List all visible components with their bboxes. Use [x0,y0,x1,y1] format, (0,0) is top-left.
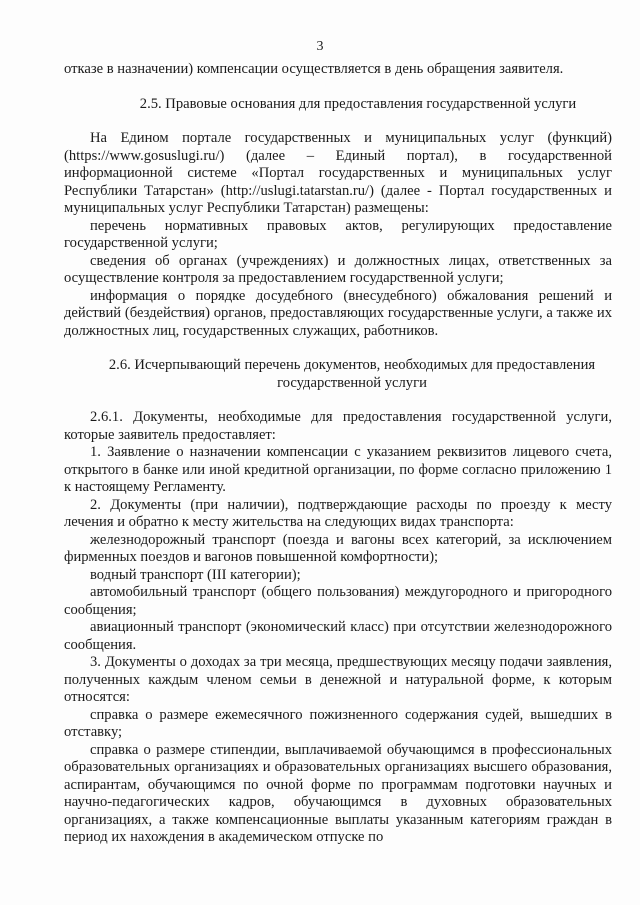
paragraph-continuation: отказе в назначении) компенсации осуществляется в день обращения заявителя. [64,61,564,77]
section-heading-2-6-line1: 2.6. Исчерпывающий перечень документов, необходимых для предоставления [108,357,596,373]
paragraph-judges-pension: справка о размере ежемесячного пожизненного содержания судей, вышедших в отставку; [64,706,612,740]
paragraph-item-1: 1. Заявление о назначении компенсации с указанием реквизитов лицевого счета, открытого в банке или иной кредитной организации, по форме согласно приложению 1 к настоящему Регламенту. [64,444,612,495]
paragraph-rail-transport: железнодорожный транспорт (поезда и вагоны всех категорий, за исключением фирменных поездов и вагонов повышенной комфортности); [64,531,612,565]
paragraph-stipend: справка о размере стипендии, выплачиваемой обучающимся в профессиональных образовательных организациях и образовательных организациях высшего образования, аспирантам, обучающимся по очной форме по программам подготовки научных и научно-педагогических кадров, обучающимся в духовных образовательных организациях, а также компенсационные выплаты указанным категориям граждан в период их нахождения в академическом отпуске по [64,741,612,845]
paragraph-air-transport: авиационный транспорт (экономический класс) при отсутствии железнодорожного сообщения. [64,619,612,653]
paragraph-2-6-1: 2.6.1. Документы, необходимые для предоставления государственной услуги, которые заявитель предоставляет: [64,409,612,443]
paragraph-portal-info: На Едином портале государственных и муниципальных услуг (функций) (https://www.gosuslugi.ru/) (далее – Единый портал), в государственной информационной системе «Портал государственных и муниципальных услуг Республики Татарстан» (http://uslugi.tatarstan.ru/) (далее - Портал государственных и муниципальных услуг Республики Татарстан) размещены: [64,130,612,216]
paragraph-auto-transport: автомобильный транспорт (общего пользования) междугородного и пригородного сообщения; [64,584,612,618]
paragraph-item-3: 3. Документы о доходах за три месяца, предшествующих месяцу подачи заявления, полученных каждым членом семьи в денежной и натуральной форме, к которым относятся: [64,654,612,705]
section-heading-2-6-line2: государственной услуги [277,374,427,391]
paragraph-item-2: 2. Документы (при наличии), подтверждающие расходы по проезду к месту лечения и обратно к месту жительства на следующих видах транспорта: [64,496,612,530]
section-heading-2-5: 2.5. Правовые основания для предоставления государственной услуги [139,95,577,112]
paragraph-legal-acts: перечень нормативных правовых актов, регулирующих предоставление государственной услуги; [64,217,612,251]
section-heading-2-6 [64,357,612,392]
paragraph-control-bodies: сведения об органах (учреждениях) и должностных лицах, ответственных за осуществление контроля за предоставлением государственной услуги; [64,252,612,286]
page-number: 3 [316,39,324,54]
paragraph-appeal-info: информация о порядке досудебного (внесудебного) обжалования решений и действий (бездействия) органов, предоставляющих государственные услуги, а также их должностных лиц, государственных служащих, работников. [64,287,612,339]
paragraph-water-transport: водный транспорт (III категории); [90,566,301,583]
document-body [64,61,612,847]
